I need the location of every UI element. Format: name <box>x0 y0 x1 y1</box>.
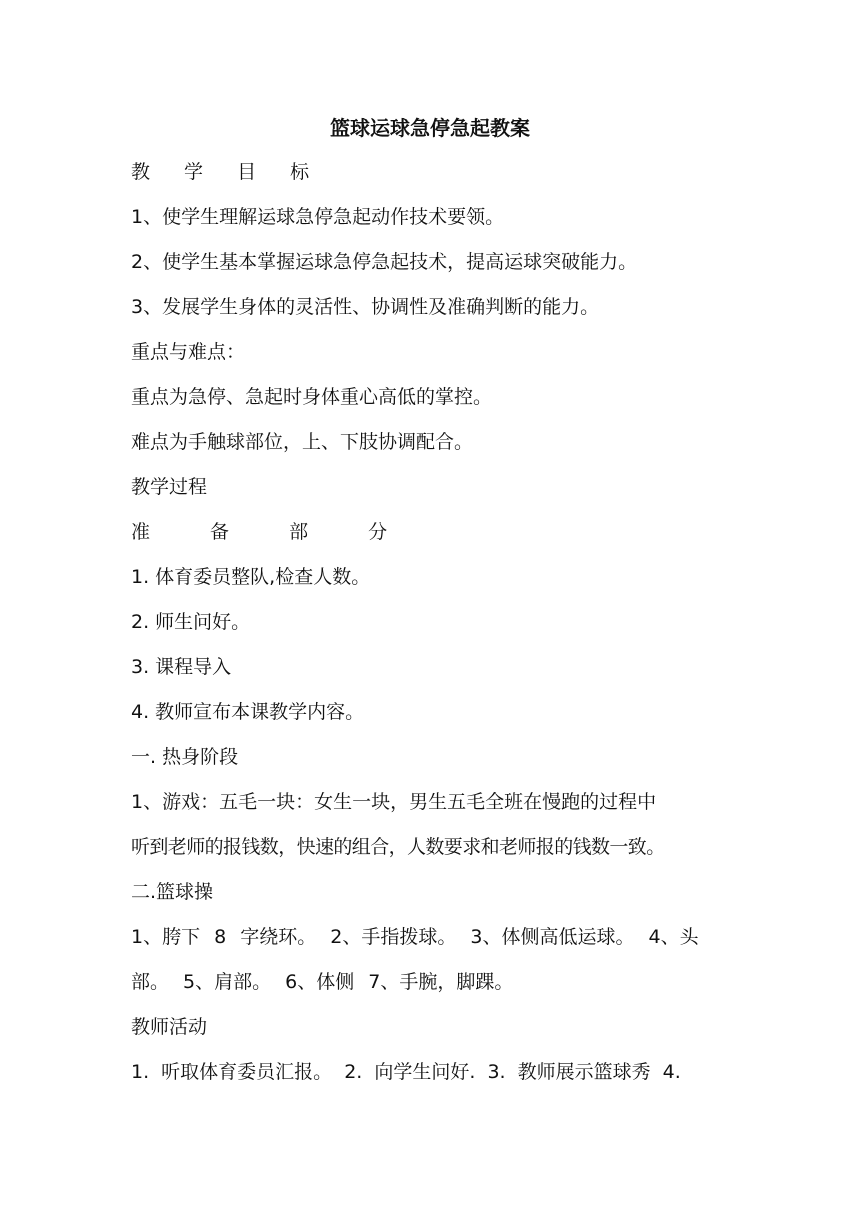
preparation-item-4: 4. 教师宣布本课教学内容。 <box>131 701 365 723</box>
preparation-item-1: 1. 体育委员整队,检查人数。 <box>131 566 371 588</box>
objective-3: 3、发展学生身体的灵活性、协调性及准确判断的能力。 <box>131 296 600 318</box>
preparation-item-2: 2. 师生问好。 <box>131 611 251 633</box>
heading-preparation: 准 备 部 分 <box>131 521 415 543</box>
warmup-game-line-1: 1、游戏：五毛一块：女生一块，男生五毛全班在慢跑的过程中 <box>131 791 657 813</box>
warmup-game-line-2: 听到老师的报钱数，快速的组合，人数要求和老师报的钱数一致。 <box>131 836 665 858</box>
exercise-line-2: 部。 5、肩部。 6、体侧 7、手腕，脚踝。 <box>131 971 514 993</box>
heading-key-points: 重点与难点： <box>131 341 246 363</box>
teacher-activities-line-1: 1. 听取体育委员汇报。 2. 向学生问好. 3. 教师展示篮球秀 4. <box>131 1061 681 1083</box>
heading-teacher-activities: 教师活动 <box>131 1016 208 1038</box>
objective-2: 2、使学生基本掌握运球急停急起技术，提高运球突破能力。 <box>131 251 638 273</box>
objective-1: 1、使学生理解运球急停急起动作技术要领。 <box>131 206 505 228</box>
difficulty: 难点为手触球部位，上、下肢协调配合。 <box>131 431 474 453</box>
document-title: 篮球运球急停急起教案 <box>330 116 530 140</box>
heading-teaching-process: 教学过程 <box>131 476 208 498</box>
key-point: 重点为急停、急起时身体重心高低的掌控。 <box>131 386 493 408</box>
heading-teaching-objectives: 教 学 目 标 <box>131 161 324 183</box>
heading-warmup: 一. 热身阶段 <box>131 746 239 768</box>
heading-basketball-exercise: 二.篮球操 <box>131 881 214 903</box>
exercise-line-1: 1、胯下 8 字绕环。 2、手指拨球。 3、体侧高低运球。 4、头 <box>131 926 699 948</box>
preparation-item-3: 3. 课程导入 <box>131 656 232 678</box>
